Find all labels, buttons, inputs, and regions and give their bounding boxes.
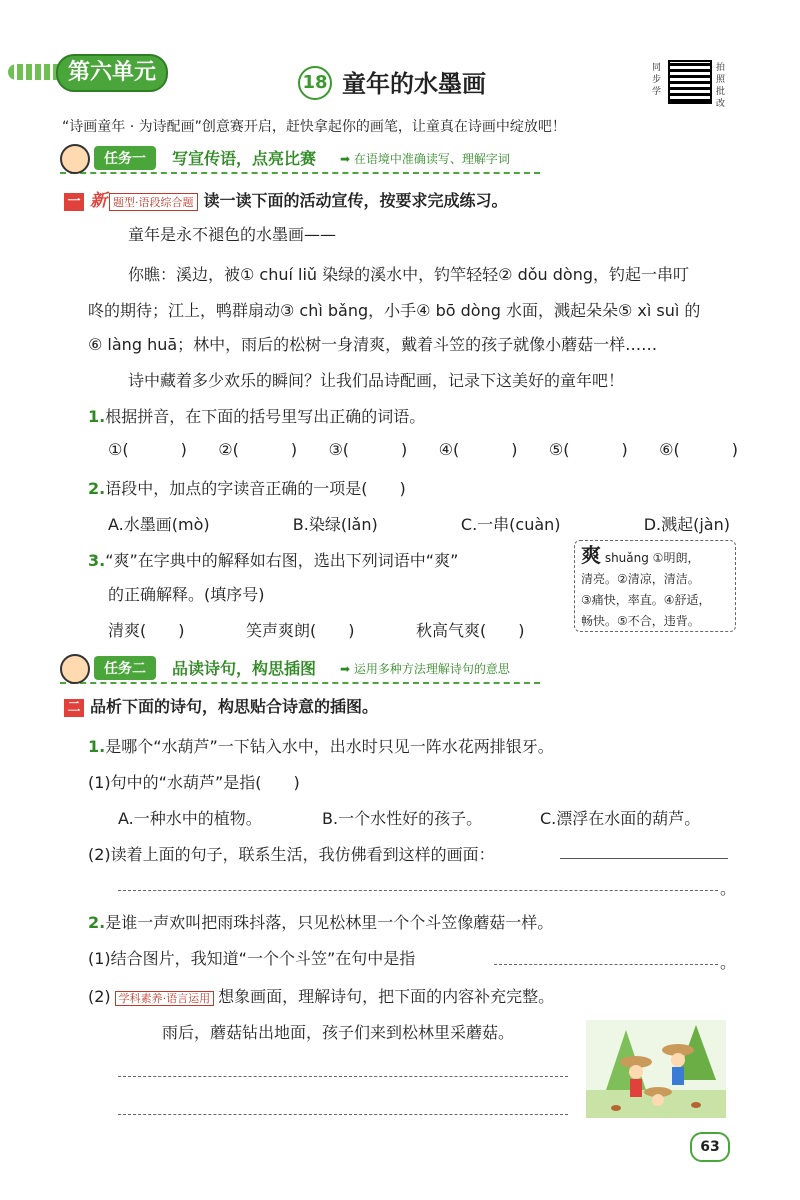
child-face-icon bbox=[60, 654, 90, 684]
dict-char: 爽 bbox=[581, 543, 601, 567]
blank-5[interactable]: ⑤( ) bbox=[548, 440, 628, 459]
lead-sentence: 雨后，蘑菇钻出地面，孩子们来到松林里采蘑菇。 bbox=[162, 1023, 515, 1042]
question-number: 2. bbox=[88, 913, 106, 932]
answer-line[interactable] bbox=[118, 1076, 568, 1077]
task-bar-2 bbox=[60, 654, 540, 684]
question-number: 3. bbox=[88, 551, 106, 570]
sub-question: (1)句中的“水葫芦”是指( ) bbox=[88, 773, 300, 792]
answer-line[interactable] bbox=[560, 858, 728, 859]
section-number: 二 bbox=[64, 699, 84, 717]
option-a[interactable]: A.水墨画(mò) bbox=[108, 515, 210, 534]
unit-label: 第六单元 bbox=[56, 54, 168, 92]
qr-note-right: 拍照批改 bbox=[716, 63, 726, 109]
section-number: 一 bbox=[64, 193, 84, 211]
section-heading-1 bbox=[64, 186, 508, 211]
children-picking-mushrooms-illustration bbox=[586, 1020, 726, 1118]
page-number: 63 bbox=[690, 1132, 730, 1162]
option-a[interactable]: A.一种水中的植物。 bbox=[118, 809, 262, 828]
answer-blanks-row bbox=[108, 440, 738, 459]
question-text: 根据拼音，在下面的括号里写出正确的词语。 bbox=[105, 407, 426, 426]
qr-note-left: 同步学 bbox=[652, 63, 662, 97]
answer-line[interactable] bbox=[118, 890, 718, 891]
task-bar-1 bbox=[60, 144, 540, 174]
option-c[interactable]: C.漂浮在水面的葫芦。 bbox=[540, 809, 701, 828]
section-instruction: 品析下面的诗句，构思贴合诗意的插图。 bbox=[90, 697, 379, 716]
question-number: 1. bbox=[88, 737, 106, 756]
new-tag: 新 bbox=[90, 191, 107, 211]
passage-line: 咚的期待；江上，鸭群扇动③ chì bǎng，小手④ bō dòng 水面，溅起朵朵⑤ xì suì 的 bbox=[88, 301, 701, 320]
q3-item-3[interactable]: 秋高气爽( ) bbox=[416, 621, 525, 640]
passage-line: 诗中藏着多少欢乐的瞬间？让我们品诗配画，记录下这美好的童年吧！ bbox=[128, 371, 625, 390]
lesson-number: 18 bbox=[298, 66, 332, 100]
answer-line[interactable] bbox=[494, 964, 718, 965]
passage-line: 童年是永不褪色的水墨画—— bbox=[128, 225, 337, 244]
sub-question-2 bbox=[88, 984, 554, 1007]
sub-question: (1)结合图片，我知道“一个个斗笠”在句中是指 bbox=[88, 949, 416, 968]
question-2 bbox=[88, 476, 406, 499]
blank-1[interactable]: ①( ) bbox=[108, 440, 187, 459]
options-row bbox=[108, 512, 730, 535]
sub-question: (2)读着上面的句子，联系生活，我仿佛看到这样的画面： bbox=[88, 845, 495, 864]
blank-6[interactable]: ⑥( ) bbox=[659, 440, 738, 459]
task-goal: ➡ 运用多种方法理解诗句的意思 bbox=[340, 662, 510, 676]
dict-line: 畅快。⑤不合，违背。 bbox=[581, 614, 700, 628]
sub-text: 想象画面，理解诗句，把下面的内容补充完整。 bbox=[218, 987, 555, 1006]
sub-label: (2) bbox=[88, 987, 111, 1006]
blank-3[interactable]: ③( ) bbox=[328, 440, 408, 459]
period: 。 bbox=[720, 879, 737, 898]
passage-line: ⑥ làng huā；林中，雨后的松树一身清爽，戴着斗笠的孩子就像小蘑菇一样…… bbox=[88, 335, 658, 354]
skill-tag: 学科素养·语言运用 bbox=[115, 991, 215, 1006]
task-title: 写宣传语，点亮比赛 bbox=[172, 149, 317, 168]
unit-tag bbox=[8, 52, 208, 92]
poem-question-1 bbox=[88, 734, 554, 757]
question-text: 是哪个“水葫芦”一下钻入水中，出水时只见一阵水花两排银牙。 bbox=[105, 737, 554, 756]
question-text: 语段中，加点的字读音正确的一项是( ) bbox=[105, 479, 406, 498]
question-text: 是谁一声欢叫把雨珠抖落，只见松林里一个个斗笠像蘑菇一样。 bbox=[105, 913, 554, 932]
q3-item-2[interactable]: 笑声爽朗( ) bbox=[246, 621, 355, 640]
dictionary-box bbox=[574, 540, 736, 632]
option-c[interactable]: C.一串(cuàn) bbox=[460, 515, 561, 534]
answer-line[interactable] bbox=[118, 1114, 568, 1115]
poem-question-2 bbox=[88, 910, 553, 933]
section-heading-2 bbox=[64, 694, 378, 717]
question-number: 2. bbox=[88, 479, 106, 498]
section-instruction: 读一读下面的活动宣传，按要求完成练习。 bbox=[203, 191, 508, 210]
question-type-tag: 题型·语段综合题 bbox=[109, 193, 198, 211]
task-title: 品读诗句，构思插图 bbox=[172, 659, 317, 678]
dict-line: shuǎng ①明朗， bbox=[604, 551, 700, 565]
blank-2[interactable]: ②( ) bbox=[218, 440, 298, 459]
period: 。 bbox=[720, 953, 737, 972]
intro-text: “诗画童年 · 为诗配画”创意赛开启，赶快拿起你的画笔，让童真在诗画中绽放吧！ bbox=[62, 119, 566, 135]
task-goal: ➡ 在语境中准确读写、理解字词 bbox=[340, 152, 510, 166]
q3-item-1[interactable]: 清爽( ) bbox=[108, 621, 185, 640]
dict-line: ③痛快，率直。④舒适， bbox=[581, 593, 711, 607]
option-b[interactable]: B.染绿(lǎn) bbox=[292, 515, 378, 534]
blank-4[interactable]: ④( ) bbox=[438, 440, 518, 459]
option-b[interactable]: B.一个水性好的孩子。 bbox=[322, 809, 483, 828]
child-face-icon bbox=[60, 144, 90, 174]
qr-code-icon bbox=[668, 60, 712, 104]
question-text: “爽”在字典中的解释如右图，选出下列词语中“爽” bbox=[105, 551, 459, 570]
lesson-title: 童年的水墨画 bbox=[342, 70, 486, 98]
question-1 bbox=[88, 404, 425, 427]
question-number: 1. bbox=[88, 407, 106, 426]
question-text-cont: 的正确解释。(填序号) bbox=[108, 585, 265, 604]
passage-line: 你瞧：溪边，被① chuí liǔ 染绿的溪水中，钓竿轻轻② dǒu dòng，钓起一串叮 bbox=[128, 265, 690, 284]
task-name: 任务一 bbox=[94, 146, 156, 170]
dict-line: 清亮。②清凉，清洁。 bbox=[581, 572, 700, 586]
question-3 bbox=[88, 548, 458, 571]
option-d[interactable]: D.溅起(jàn) bbox=[643, 515, 730, 534]
task-name: 任务二 bbox=[94, 656, 156, 680]
